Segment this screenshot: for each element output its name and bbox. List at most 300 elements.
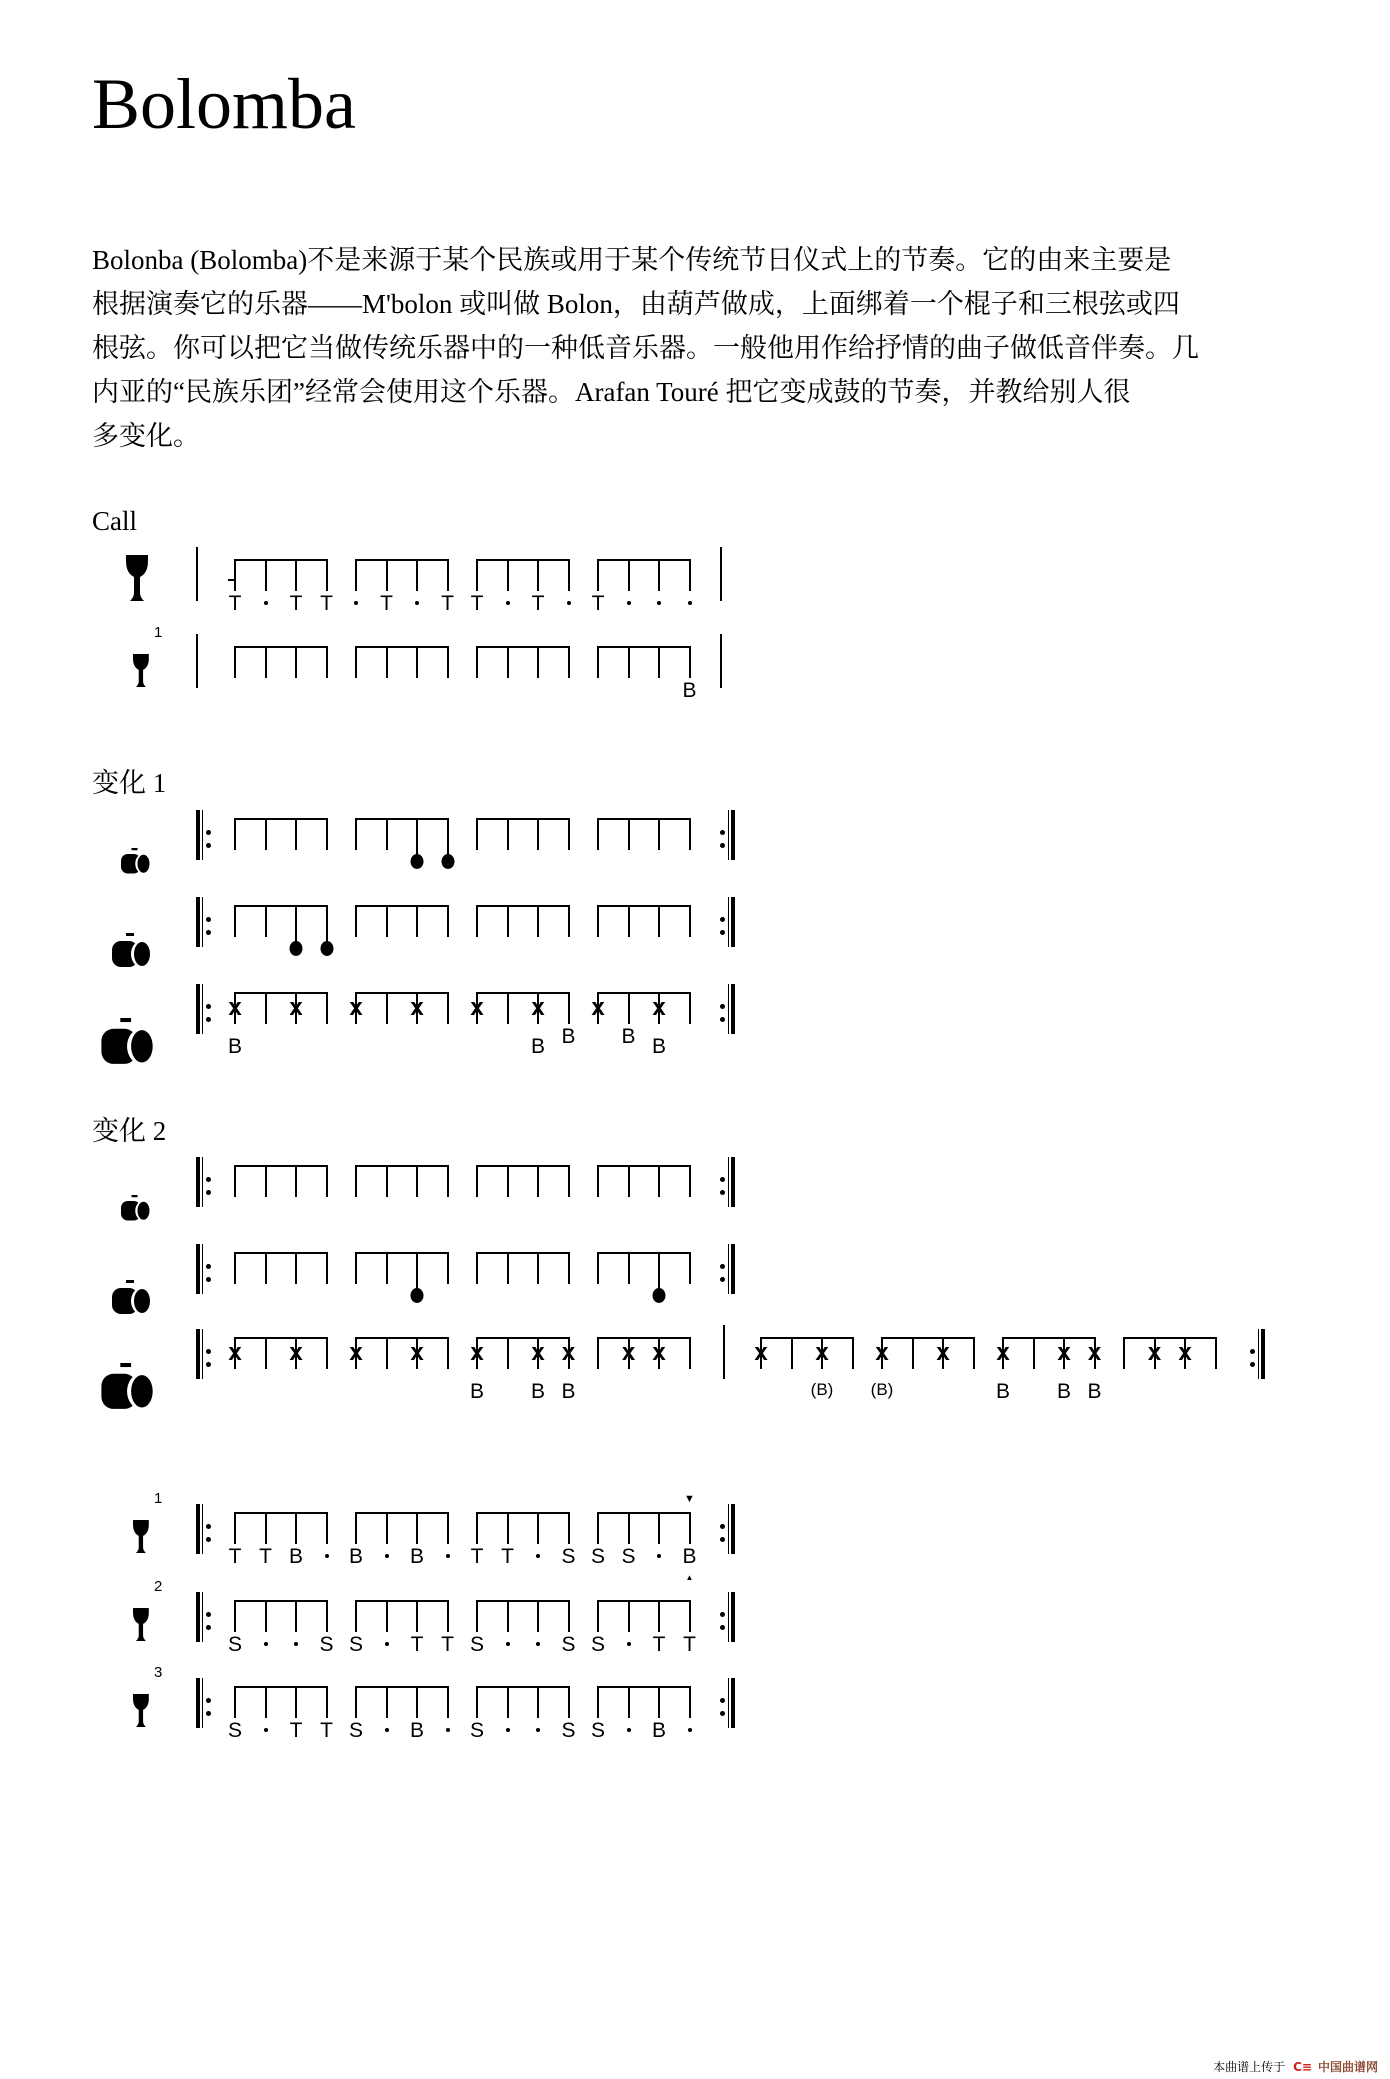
stick-hit-x: x — [289, 994, 303, 1021]
stem — [234, 1252, 236, 1284]
stem — [386, 646, 388, 678]
stem — [537, 1600, 539, 1632]
stem — [265, 1512, 267, 1544]
stem — [628, 1512, 630, 1544]
stem — [507, 1252, 509, 1284]
repeat-dot — [720, 1277, 725, 1282]
repeat-start-thin — [202, 1504, 203, 1554]
beam — [597, 1337, 691, 1339]
stroke-B: B — [682, 1545, 697, 1568]
beam — [355, 905, 449, 907]
stem — [689, 992, 691, 1024]
stem — [355, 1686, 357, 1718]
beam — [597, 646, 691, 648]
repeat-dot — [720, 1017, 725, 1022]
stem — [265, 1337, 267, 1369]
beam — [597, 818, 691, 820]
stem — [507, 1337, 509, 1369]
repeat-start-thick — [196, 1157, 200, 1207]
stem — [447, 1337, 449, 1369]
stem — [507, 1512, 509, 1544]
stem — [537, 1165, 539, 1197]
stem — [628, 559, 630, 591]
repeat-end-thick — [731, 1157, 735, 1207]
repeat-end-thin — [728, 1678, 729, 1728]
sangban-icon — [108, 933, 152, 969]
stem — [537, 905, 539, 937]
beam — [355, 1337, 449, 1339]
stem — [265, 559, 267, 591]
rest-dot — [294, 1642, 298, 1646]
stem — [386, 559, 388, 591]
stroke-T: T — [320, 1719, 333, 1742]
bell-stroke — [320, 941, 333, 956]
repeat-dot — [206, 917, 211, 922]
repeat-dot — [206, 1277, 211, 1282]
stroke-T: T — [259, 1545, 272, 1568]
beam — [355, 818, 449, 820]
stem — [597, 1512, 599, 1544]
stem — [234, 905, 236, 937]
stick-hit-x: x — [996, 1339, 1010, 1366]
stem — [295, 1165, 297, 1197]
stroke-S: S — [561, 1545, 576, 1568]
stem — [597, 818, 599, 850]
section-label: 变化 1 — [92, 768, 167, 798]
repeat-end-thick — [731, 1678, 735, 1728]
stem — [386, 905, 388, 937]
stroke-B: B — [348, 1545, 364, 1568]
rest-dot — [536, 1642, 540, 1646]
paragraph-line: 多变化。 — [92, 421, 200, 451]
repeat-dot — [206, 1711, 211, 1716]
repeat-dot — [1250, 1349, 1255, 1354]
stem — [416, 646, 418, 678]
upload-footer — [1213, 2058, 1378, 2075]
repeat-dot — [206, 1612, 211, 1617]
stem — [355, 905, 357, 937]
stroke-T: T — [683, 1633, 696, 1656]
stem — [386, 1512, 388, 1544]
bell-stroke — [441, 854, 454, 869]
rest-dot — [415, 601, 419, 605]
stem — [791, 1337, 793, 1369]
barline — [720, 547, 722, 601]
stroke-T: T — [470, 1545, 484, 1568]
stem — [689, 905, 691, 937]
stick-hit-x: x — [470, 994, 484, 1021]
stem — [476, 905, 478, 937]
stick-hit-x: x — [289, 1339, 303, 1366]
beam — [597, 1165, 691, 1167]
stick-hit-x: x — [531, 1339, 545, 1366]
page-title: Bolomba — [92, 64, 356, 144]
part-number: 1 — [154, 624, 163, 641]
site-brand: 中国曲谱网 — [1317, 2060, 1378, 2074]
stem — [326, 992, 328, 1024]
rest-dot — [506, 1642, 510, 1646]
repeat-dot — [206, 1698, 211, 1703]
stem — [537, 1252, 539, 1284]
stroke-B: B — [682, 679, 697, 702]
stick-hit-x: x — [1057, 1339, 1071, 1366]
repeat-end-thick — [1261, 1329, 1265, 1379]
stem — [295, 1686, 297, 1718]
stem — [326, 1337, 328, 1369]
beam — [476, 1165, 570, 1167]
stem — [265, 1600, 267, 1632]
stem — [416, 559, 418, 591]
beam — [476, 1252, 570, 1254]
stick-hit-x: x — [228, 1339, 242, 1366]
barline — [196, 547, 198, 601]
rest-dot — [657, 601, 661, 605]
djembe-icon — [133, 1608, 149, 1641]
stem — [326, 818, 328, 850]
stem — [265, 818, 267, 850]
beam — [476, 559, 570, 561]
stroke-S: S — [621, 1545, 636, 1568]
stem — [597, 1600, 599, 1632]
rest-dot — [506, 601, 510, 605]
stem — [386, 818, 388, 850]
stem — [416, 1165, 418, 1197]
repeat-end-thick — [731, 984, 735, 1034]
stem — [447, 1686, 449, 1718]
stem — [326, 559, 328, 591]
repeat-dot — [1250, 1362, 1255, 1367]
stem — [416, 1686, 418, 1718]
repeat-start-thin — [202, 984, 203, 1034]
stem — [658, 818, 660, 850]
repeat-end-thick — [731, 1592, 735, 1642]
stem — [568, 646, 570, 678]
stem — [568, 559, 570, 591]
djembe-icon — [133, 1694, 149, 1727]
beam — [476, 1337, 570, 1339]
beam — [476, 905, 570, 907]
stroke-S: S — [319, 1633, 334, 1656]
stem — [386, 1252, 388, 1284]
repeat-dot — [206, 1537, 211, 1542]
stroke-T: T — [289, 1719, 303, 1742]
stick-hit-x: x — [875, 1339, 889, 1366]
stem — [507, 1600, 509, 1632]
stem — [628, 646, 630, 678]
repeat-dot — [206, 930, 211, 935]
rest-dot — [627, 1728, 631, 1732]
repeat-end-thin — [728, 1592, 729, 1642]
stroke-S: S — [227, 1633, 243, 1656]
repeat-dot — [720, 843, 725, 848]
stem — [265, 1686, 267, 1718]
repeat-start-thin — [202, 1244, 203, 1294]
repeat-dot — [720, 930, 725, 935]
stem — [355, 818, 357, 850]
repeat-dot — [720, 830, 725, 835]
repeat-dot — [206, 1017, 211, 1022]
beam — [234, 1165, 328, 1167]
repeat-start-thin — [202, 1157, 203, 1207]
repeat-dot — [206, 1524, 211, 1529]
repeat-start-thin — [202, 1329, 203, 1379]
bass-stroke: B — [530, 1380, 546, 1403]
beam — [760, 1337, 854, 1339]
stem — [568, 905, 570, 937]
stem — [386, 1686, 388, 1718]
beam — [476, 1600, 570, 1602]
stem — [476, 818, 478, 850]
repeat-dot — [720, 1698, 725, 1703]
stem — [658, 1512, 660, 1544]
repeat-dot — [720, 1264, 725, 1269]
stem — [476, 646, 478, 678]
stem — [689, 1252, 691, 1284]
stem — [355, 1600, 357, 1632]
repeat-dot — [206, 843, 211, 848]
stem — [507, 905, 509, 937]
stem — [507, 1686, 509, 1718]
repeat-start-thick — [196, 1504, 200, 1554]
stroke-B: B — [651, 1719, 667, 1742]
stem — [597, 905, 599, 937]
bass-stroke: B — [1056, 1380, 1072, 1403]
stem — [416, 905, 418, 937]
rest-dot — [536, 1728, 540, 1732]
stroke-S: S — [590, 1633, 606, 1656]
rest-dot — [688, 1728, 692, 1732]
repeat-dot — [720, 1711, 725, 1716]
repeat-start-thick — [196, 984, 200, 1034]
bass-stroke: B — [227, 1035, 243, 1058]
repeat-dot — [720, 1004, 725, 1009]
stem — [658, 559, 660, 591]
beam — [355, 1686, 449, 1688]
stick-hit-x: x — [531, 994, 545, 1021]
stem — [628, 1252, 630, 1284]
repeat-dot — [720, 1190, 725, 1195]
stem — [476, 559, 478, 591]
stick-hit-x: x — [652, 994, 666, 1021]
stick-hit-x: x — [754, 1339, 768, 1366]
stem — [295, 818, 297, 850]
paragraph-line: Bolonba (Bolomba)不是来源于某个民族或用于某个传统节日仪式上的节奏。它的由来主要是 — [92, 245, 1172, 275]
stroke-S: S — [348, 1633, 364, 1656]
stem — [597, 1686, 599, 1718]
rest-dot — [627, 601, 631, 605]
stem — [295, 905, 297, 945]
bass-stroke: B — [995, 1380, 1011, 1403]
stroke-T: T — [470, 592, 484, 615]
sangban-icon — [108, 1280, 152, 1316]
beam — [597, 992, 691, 994]
stem — [568, 1686, 570, 1718]
stem — [265, 1252, 267, 1284]
repeat-dot — [206, 830, 211, 835]
beam — [355, 1600, 449, 1602]
stick-hit-x: x — [815, 1339, 829, 1366]
repeat-start-thin — [202, 810, 203, 860]
repeat-end-thin — [728, 897, 729, 947]
rest-dot — [688, 601, 692, 605]
stem — [689, 646, 691, 678]
section-label: Call — [92, 506, 137, 536]
stem — [507, 559, 509, 591]
repeat-dot — [206, 1625, 211, 1630]
rest-dot — [264, 601, 268, 605]
stem — [355, 1252, 357, 1284]
stem — [295, 1600, 297, 1632]
stem — [447, 818, 449, 858]
repeat-start-thick — [196, 1244, 200, 1294]
stem — [234, 646, 236, 678]
repeat-end-thin — [728, 984, 729, 1034]
rest-dot — [385, 1728, 389, 1732]
stem — [416, 818, 418, 858]
stick-hit-x: x — [1087, 1339, 1102, 1366]
stem — [234, 818, 236, 850]
stroke-B: B — [561, 1025, 576, 1048]
rest-dot — [506, 1728, 510, 1732]
section-label: 变化 2 — [92, 1116, 167, 1146]
accent-up-icon: ▲ — [685, 1573, 694, 1582]
stem — [628, 905, 630, 937]
stem — [447, 1600, 449, 1632]
beam — [597, 559, 691, 561]
beam — [355, 559, 449, 561]
stem — [234, 1512, 236, 1544]
part-number: 1 — [154, 1490, 163, 1507]
stick-hit-x: x — [936, 1339, 950, 1366]
stem — [386, 1165, 388, 1197]
beam — [881, 1337, 975, 1339]
stem — [447, 1512, 449, 1544]
stem — [597, 1252, 599, 1284]
repeat-dot — [206, 1177, 211, 1182]
bell-stroke — [411, 1288, 424, 1303]
beam — [597, 905, 691, 907]
repeat-dot — [720, 1524, 725, 1529]
stroke-T: T — [410, 1633, 424, 1656]
djembe-icon — [133, 654, 149, 687]
stem — [1215, 1337, 1217, 1369]
repeat-start-thick — [196, 1592, 200, 1642]
stem — [597, 1337, 599, 1369]
beam — [355, 992, 449, 994]
stroke-S: S — [590, 1719, 606, 1742]
kenkeni-icon — [118, 848, 151, 875]
stem — [476, 1512, 478, 1544]
stroke-B: B — [621, 1025, 636, 1048]
beam — [234, 818, 328, 820]
bass-stroke: B — [1087, 1380, 1102, 1403]
stem — [912, 1337, 914, 1369]
rest-dot — [385, 1554, 389, 1558]
accent-down-icon: ▼ — [684, 1493, 695, 1505]
stroke-T: T — [441, 1633, 454, 1656]
beam — [476, 818, 570, 820]
repeat-dot — [206, 1004, 211, 1009]
stick-hit-x: x — [349, 994, 363, 1021]
repeat-end-thick — [731, 810, 735, 860]
repeat-dot — [720, 1177, 725, 1182]
stem — [658, 905, 660, 937]
beam — [234, 1252, 328, 1254]
stroke-T: T — [591, 592, 605, 615]
stroke-T: T — [380, 592, 393, 615]
rest-dot — [567, 601, 571, 605]
stem — [234, 559, 236, 591]
repeat-dot — [206, 1362, 211, 1367]
stem — [386, 992, 388, 1024]
stick-hit-x: x — [621, 1339, 636, 1366]
rest-dot — [446, 1554, 450, 1558]
stem — [265, 646, 267, 678]
stroke-B: B — [288, 1545, 304, 1568]
footer-text: 本曲谱上传于 — [1213, 2060, 1286, 2074]
stem — [326, 1252, 328, 1284]
stem — [326, 646, 328, 678]
stroke-T: T — [320, 592, 333, 615]
paragraph-line: 根弦。你可以把它当做传统乐器中的一种低音乐器。一般他用作给抒情的曲子做低音伴奏。几 — [92, 333, 1199, 363]
stem — [476, 1252, 478, 1284]
stroke-T: T — [652, 1633, 666, 1656]
stem — [689, 559, 691, 591]
stem — [386, 1600, 388, 1632]
stem — [326, 905, 328, 945]
rest-dot — [325, 1554, 329, 1558]
paragraph-line: 内亚的“民族乐团”经常会使用这个乐器。Arafan Touré 把它变成鼓的节奏，并教给别人很 — [92, 377, 1131, 407]
stick-hit-x: x — [591, 994, 605, 1021]
repeat-start-thin — [202, 1678, 203, 1728]
stick-hit-x: x — [228, 994, 242, 1021]
beam — [597, 1600, 691, 1602]
bass-stroke: B — [651, 1035, 667, 1058]
stem — [476, 1686, 478, 1718]
repeat-start-thick — [196, 1329, 200, 1379]
repeat-start-thick — [196, 810, 200, 860]
beam — [355, 1512, 449, 1514]
stem — [1033, 1337, 1035, 1369]
rest-dot — [264, 1642, 268, 1646]
stem — [447, 559, 449, 591]
repeat-start-thin — [202, 1592, 203, 1642]
repeat-dot — [206, 1264, 211, 1269]
beam — [476, 646, 570, 648]
stem — [386, 1337, 388, 1369]
stroke-T: T — [501, 1545, 514, 1568]
stem — [476, 1600, 478, 1632]
stem — [568, 1165, 570, 1197]
stem — [628, 1165, 630, 1197]
stem — [689, 1165, 691, 1197]
repeat-start-thick — [196, 1678, 200, 1728]
stroke-B: B — [409, 1545, 425, 1568]
repeat-end-thin — [728, 1157, 729, 1207]
stem — [295, 646, 297, 678]
stem — [597, 559, 599, 591]
beam — [597, 1512, 691, 1514]
beam — [476, 1512, 570, 1514]
repeat-end-thick — [731, 1244, 735, 1294]
stem — [628, 1600, 630, 1632]
paragraph-line: 根据演奏它的乐器——M'bolon 或叫做 Bolon，由葫芦做成，上面绑着一个棍子和三根弦或四 — [92, 289, 1180, 319]
stroke-S: S — [561, 1633, 576, 1656]
stem — [537, 559, 539, 591]
stem — [973, 1337, 975, 1369]
stem — [658, 646, 660, 678]
barline — [196, 634, 198, 688]
